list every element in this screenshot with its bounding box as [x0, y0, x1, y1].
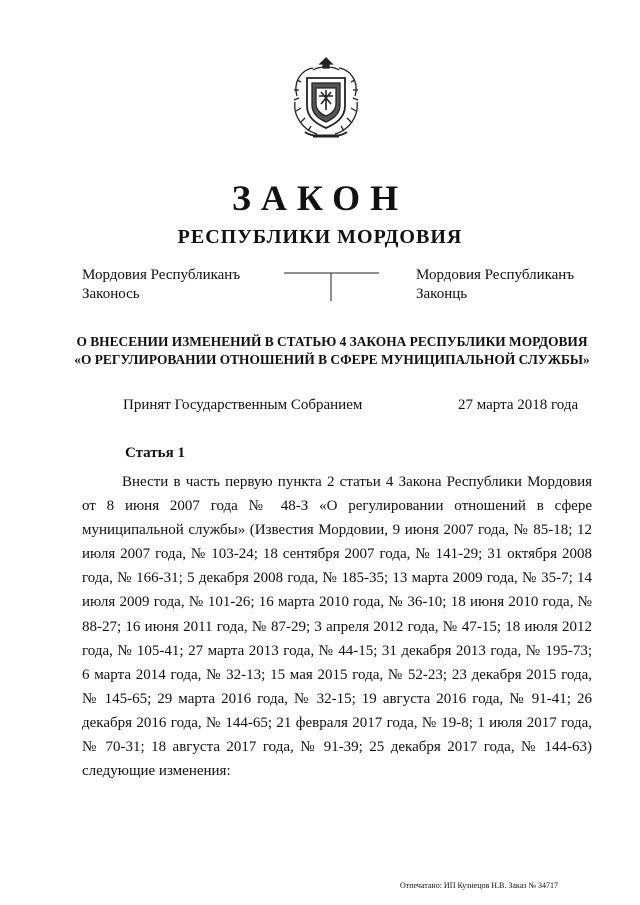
article-line: № 145-65; 29 марта 2016 года, № 32-15; 19 августа 2016 года, № 91-41; 26 [82, 690, 592, 707]
law-title: ЗАКОН [231, 178, 409, 218]
law-heading-line: О ВНЕСЕНИИ ИЗМЕНЕНИЙ В СТАТЬЮ 4 ЗАКОНА РЕСПУБЛИКИ МОРДОВИЯ [76, 334, 588, 349]
article-line: декабря 2016 года, № 144-65; 21 февраля 2017 года, № 19-8; 1 июля 2017 года, [82, 714, 592, 731]
title-divider [284, 271, 379, 301]
article-line: года, № 105-41; 27 марта 2013 года, № 44-15; 31 декабря 2013 года, № 195-73; [82, 642, 592, 659]
moksha-title [82, 266, 240, 304]
article-body [82, 470, 592, 783]
law-subtitle: РЕСПУБЛИКИ МОРДОВИЯ [177, 226, 463, 248]
moksha-title-line: Мордовия Республиканъ [82, 267, 241, 283]
article-line: Внести в часть первую пункта 2 статьи 4 Закона Республики Мордовия [122, 474, 592, 490]
article-line: № 70-31; 18 августа 2017 года, № 91-39; 25 декабря 2017 года, № 144-63) [82, 739, 592, 756]
coat-of-arms-icon [283, 52, 369, 142]
article-line: от 8 июня 2007 года № 48-З «О регулировании отношений в сфере [82, 498, 592, 515]
article-line: муниципальной службы» (Известия Мордовии, 9 июня 2007 года, № 85-18; 12 [82, 522, 592, 539]
article-line: следующие изменения: [82, 763, 231, 780]
adopted-date: 27 марта 2018 года [458, 397, 579, 413]
article-line: июля 2007 года, № 103-24; 18 сентября 2007 года, № 141-29; 31 октября 2008 [82, 546, 592, 563]
print-imprint: Отпечатано: ИП Кузнецов Н.В. Заказ № 34717 [400, 881, 559, 890]
article-title: Статья 1 [125, 445, 185, 461]
law-heading [72, 333, 592, 369]
erzya-title [416, 266, 574, 304]
moksha-title-line: Законось [82, 286, 140, 302]
article-line: 88-27; 16 июня 2011 года, № 87-29; 3 апреля 2012 года, № 47-15; 18 июля 2012 [82, 618, 592, 635]
erzya-title-line: Мордовия Республиканъ [416, 267, 575, 283]
erzya-title-line: Законць [416, 286, 468, 302]
adopted-by: Принят Государственным Собранием [123, 397, 363, 413]
article-line: 6 марта 2014 года, № 32-13; 15 мая 2015 года, № 52-23; 23 декабря 2015 года, [82, 666, 592, 683]
article-line: года, № 166-31; 5 декабря 2008 года, № 185-35; 13 марта 2009 года, № 35-7; 14 [82, 570, 592, 587]
law-heading-line: «О РЕГУЛИРОВАНИИ ОТНОШЕНИЙ В СФЕРЕ МУНИЦИПАЛЬНОЙ СЛУЖБЫ» [74, 352, 590, 367]
article-line: июля 2009 года, № 101-26; 16 марта 2010 года, № 36-10; 18 июня 2010 года, № [82, 594, 592, 611]
